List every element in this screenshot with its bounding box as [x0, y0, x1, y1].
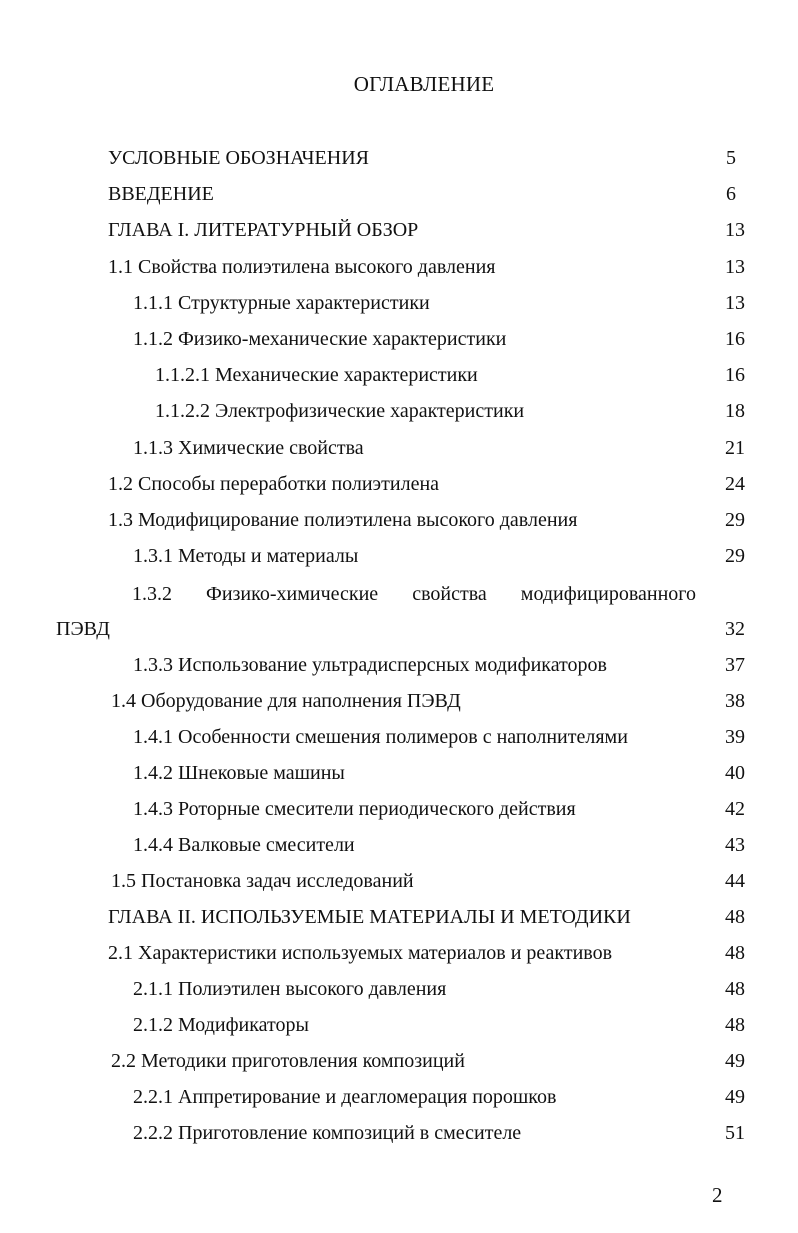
toc-entry-page: 13 [725, 219, 745, 241]
toc-entry-page: 49 [725, 1086, 745, 1108]
toc-entry-text: УСЛОВНЫЕ ОБОЗНАЧЕНИЯ [108, 147, 369, 169]
toc-entry-text: 2.1 Характеристики используемых материалов и реактивов [108, 942, 613, 964]
page-title: ОГЛАВЛЕНИЕ [353, 72, 495, 96]
toc-entry-text: 1.2 Способы переработки полиэтилена [108, 473, 440, 495]
toc-entry-page: 40 [725, 762, 745, 784]
toc-entry-page: 48 [725, 1014, 745, 1036]
page-number: 2 [712, 1183, 723, 1207]
toc-entry-text: 1.4.4 Валковые смесители [133, 834, 355, 856]
toc-entry-page: 16 [725, 328, 745, 350]
toc-word: свойства [412, 583, 487, 605]
toc-entry-text: 2.2 Методики приготовления композиций [111, 1050, 465, 1072]
toc-entry-text: 1.1.2 Физико-механические характеристики [133, 328, 507, 350]
toc-entry-text: 2.2.2 Приготовление композиций в смесителе [133, 1122, 522, 1144]
toc-entry-page: 21 [725, 437, 745, 459]
toc-entry-page: 38 [725, 690, 745, 712]
toc-word: Физико-химические [206, 583, 379, 605]
toc-entry-page: 29 [725, 545, 745, 567]
toc-word: 1.3.2 [132, 583, 172, 605]
toc-entry-text: ВВЕДЕНИЕ [108, 183, 214, 205]
toc-entry-page: 13 [725, 256, 745, 278]
toc-entry-page: 51 [725, 1122, 745, 1144]
toc-entry-text: 1.4 Оборудование для наполнения ПЭВД [111, 690, 461, 712]
toc-entry-continuation: ПЭВД [56, 618, 110, 640]
toc-entry-page: 42 [725, 798, 745, 820]
toc-entry-text: 2.2.1 Аппретирование и деагломерация порошков [133, 1086, 557, 1108]
toc-entry-page: 37 [725, 654, 745, 676]
toc-entry-text: 1.4.3 Роторные смесители периодического действия [133, 798, 576, 820]
toc-entry-text: ГЛАВА I. ЛИТЕРАТУРНЫЙ ОБЗОР [108, 219, 419, 241]
toc-entry-page: 24 [725, 473, 745, 495]
toc-entry-page: 44 [725, 870, 745, 892]
toc-entry-text: 1.3.1 Методы и материалы [133, 545, 359, 567]
toc-entry-text: 1.1.2.2 Электрофизические характеристики [155, 400, 525, 422]
toc-entry-text: 1.1 Свойства полиэтилена высокого давления [108, 256, 496, 278]
toc-entry-page: 6 [726, 183, 736, 205]
toc-entry-page: 13 [725, 292, 745, 314]
toc-entry-text: 1.1.3 Химические свойства [133, 437, 364, 459]
toc-entry-justified [132, 582, 696, 606]
toc-entry-text: 1.3 Модифицирование полиэтилена высокого давления [108, 509, 578, 531]
toc-entry-page: 48 [725, 978, 745, 1000]
toc-entry-page: 48 [725, 942, 745, 964]
toc-entry-text: 1.4.2 Шнековые машины [133, 762, 345, 784]
toc-entry-page: 32 [725, 618, 745, 640]
toc-entry-text: 1.5 Постановка задач исследований [111, 870, 414, 892]
toc-entry-page: 39 [725, 726, 745, 748]
toc-entry-page: 18 [725, 400, 745, 422]
toc-entry-text: 1.3.3 Использование ультрадисперсных модификаторов [133, 654, 607, 676]
toc-word: модифицированного [520, 583, 696, 605]
toc-entry-text: 2.1.2 Модификаторы [133, 1014, 309, 1036]
toc-entry-page: 49 [725, 1050, 745, 1072]
toc-entry-text: 1.1.1 Структурные характеристики [133, 292, 430, 314]
toc-entry-text: ГЛАВА II. ИСПОЛЬЗУЕМЫЕ МАТЕРИАЛЫ И МЕТОДИКИ [108, 906, 631, 928]
toc-entry-text: 1.1.2.1 Механические характеристики [155, 364, 478, 386]
toc-entry-page: 16 [725, 364, 745, 386]
toc-entry-page: 29 [725, 509, 745, 531]
toc-entry-page: 48 [725, 906, 745, 928]
toc-entry-text: 2.1.1 Полиэтилен высокого давления [133, 978, 447, 1000]
toc-entry-page: 5 [726, 147, 736, 169]
toc-entry-page: 43 [725, 834, 745, 856]
toc-entry-text: 1.4.1 Особенности смешения полимеров с наполнителями [133, 726, 628, 748]
